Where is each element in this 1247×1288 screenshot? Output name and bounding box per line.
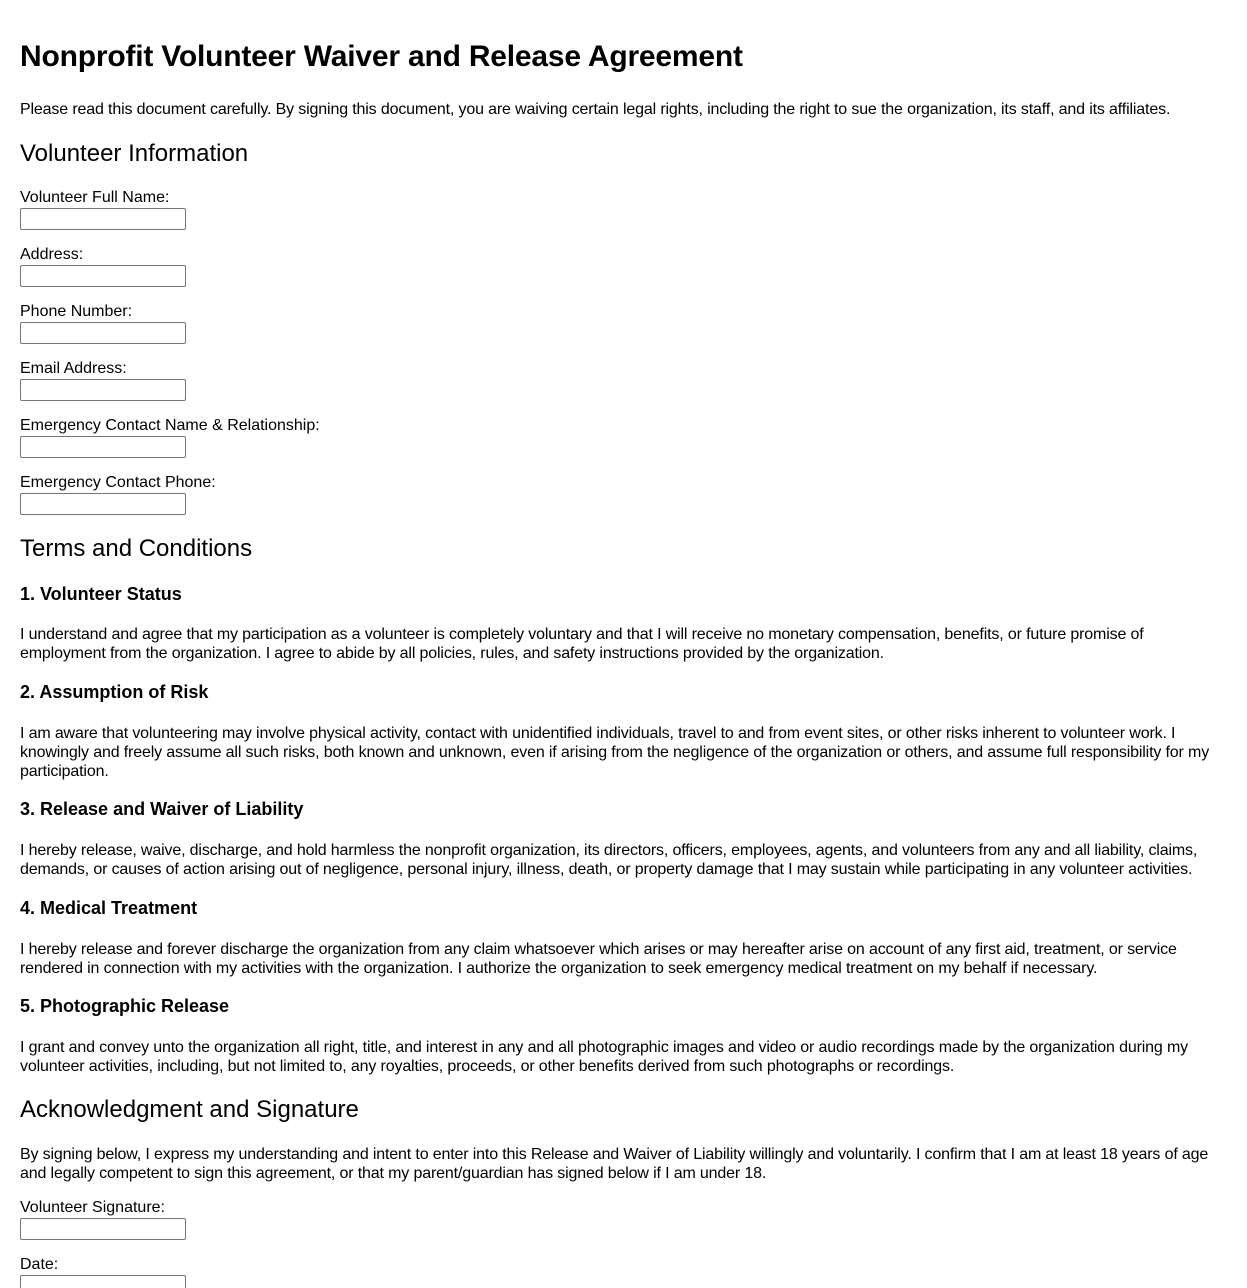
emergency-contact-phone-input[interactable] [20,493,186,515]
term-photographic-release-heading: 5. Photographic Release [20,996,230,1016]
volunteer-name-input[interactable] [20,208,186,230]
term-release-waiver-text: I hereby release, waive, discharge, and hold harmless the nonprofit organization, its directors, officers, employees, agents, and volunteers from any and all liability, claims, demands, or causes of action arising out of negligence, personal injury, illness, death, or property damage that I may sustain while participating in any volunteer activities. [20,842,1198,878]
term-volunteer-status-heading: 1. Volunteer Status [20,584,182,604]
emergency-contact-name-label: Emergency Contact Name & Relationship: [20,417,320,434]
volunteer-info-heading: Volunteer Information [20,140,249,167]
date-input[interactable] [20,1275,186,1288]
term-assumption-of-risk-text: I am aware that volunteering may involve physical activity, contact with unidentified individuals, travel to and from event sites, or other risks inherent to volunteer work. I knowingly and freely assume all such risks, both known and unknown, even if arising from the negligence of the organization or others, and assume full responsibility for my participation. [20,725,1210,780]
phone-number-input[interactable] [20,322,186,344]
date-label: Date: [20,1256,59,1273]
phone-number-label: Phone Number: [20,303,133,320]
volunteer-name-label: Volunteer Full Name: [20,189,170,206]
volunteer-signature-input[interactable] [20,1218,186,1240]
email-address-input[interactable] [20,379,186,401]
term-photographic-release-text: I grant and convey unto the organization all right, title, and interest in any and all photographic images and video or audio recordings made by the organization during my volunteer activities, including, but not limited to, any royalties, proceeds, or other benefits derived from such photographs or recordings. [20,1039,1188,1075]
term-volunteer-status-text: I understand and agree that my participation as a volunteer is completely voluntary and that I will receive no monetary compensation, benefits, or future promise of employment from the organization. I agree to abide by all policies, rules, and safety instructions provided by the organization. [20,626,1144,662]
volunteer-signature-label: Volunteer Signature: [20,1199,165,1216]
term-release-waiver-heading: 3. Release and Waiver of Liability [20,799,304,819]
terms-heading: Terms and Conditions [20,535,253,562]
page-title: Nonprofit Volunteer Waiver and Release Agreement [20,40,743,73]
acknowledgment-text: By signing below, I express my understanding and intent to enter into this Release and Waiver of Liability willingly and voluntarily. I confirm that I am at least 18 years of age and legally competent to sign this agreement, or that my parent/guardian has signed below if I am under 18. [20,1146,1209,1182]
emergency-contact-phone-label: Emergency Contact Phone: [20,474,216,491]
intro-paragraph: Please read this document carefully. By signing this document, you are waiving certain legal rights, including the right to sue the organization, its staff, and its affiliates. [20,101,1171,118]
emergency-contact-name-input[interactable] [20,436,186,458]
term-medical-treatment-text: I hereby release and forever discharge the organization from any claim whatsoever which arises or may hereafter arise on account of any first aid, treatment, or service rendered in connection with my activities with the organization. I authorize the organization to seek emergency medical treatment on my behalf if necessary. [20,941,1177,977]
term-assumption-of-risk-heading: 2. Assumption of Risk [20,682,209,702]
acknowledgment-heading: Acknowledgment and Signature [20,1096,359,1123]
address-label: Address: [20,246,84,263]
address-input[interactable] [20,265,186,287]
email-address-label: Email Address: [20,360,127,377]
term-medical-treatment-heading: 4. Medical Treatment [20,898,198,918]
